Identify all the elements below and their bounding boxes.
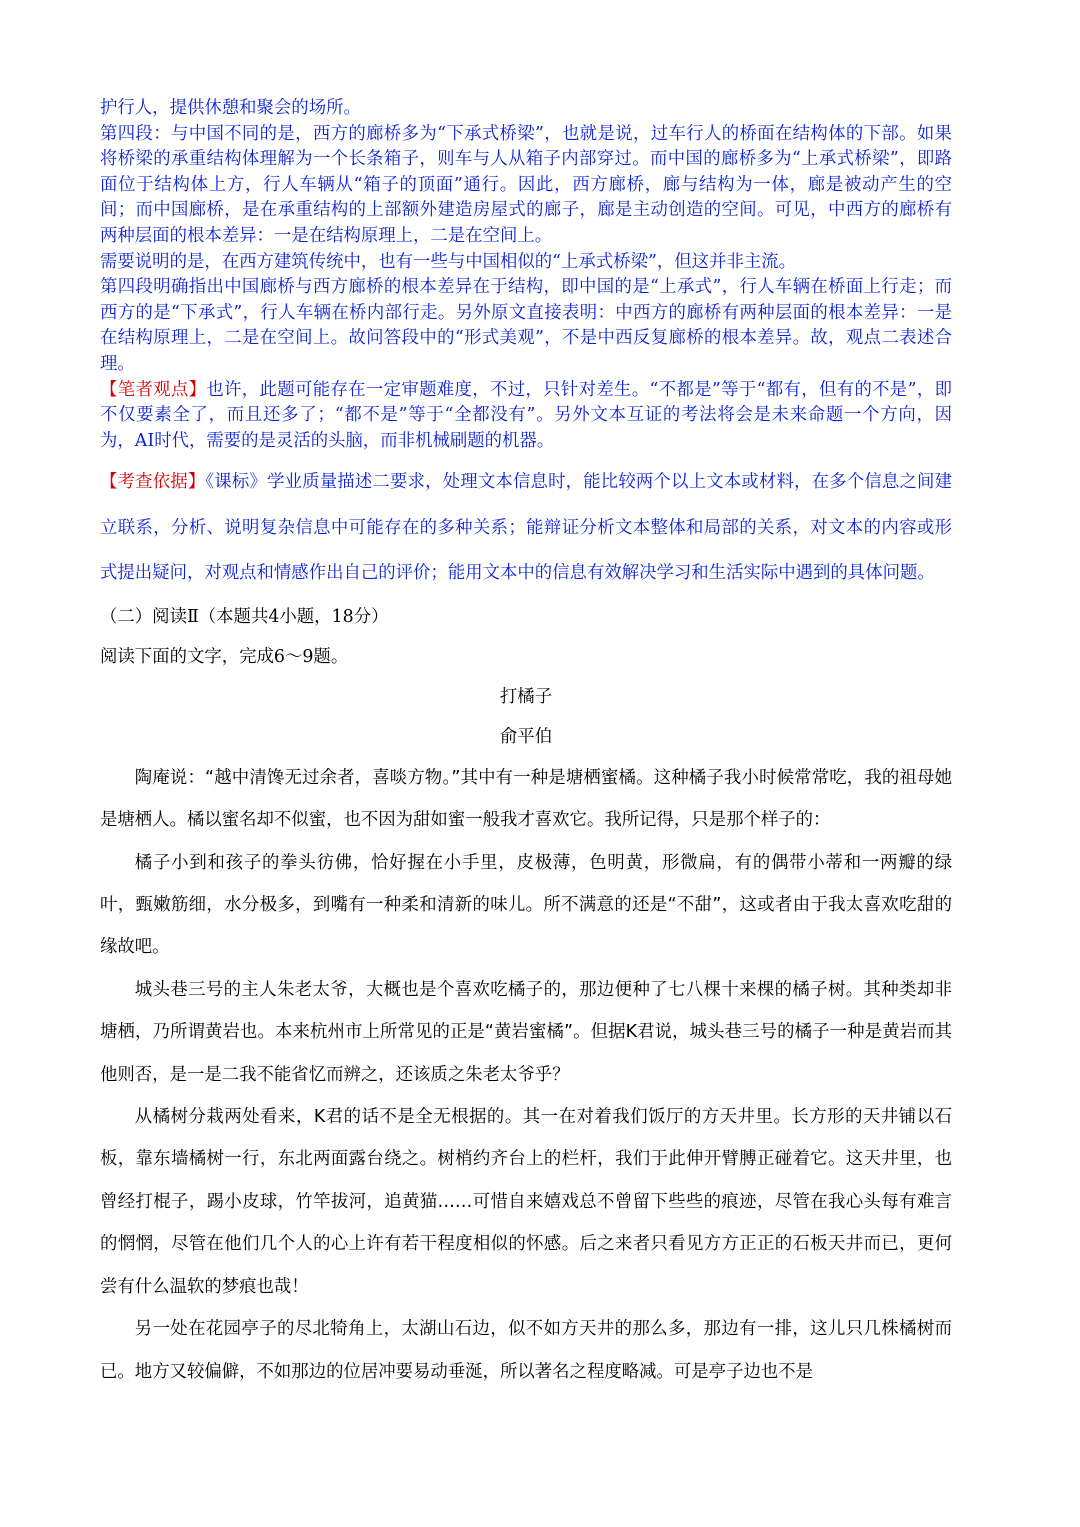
- exam-basis: [100, 460, 952, 597]
- answer-paragraph: 第四段：与中国不同的是，西方的廊桥多为“下承式桥梁”，也就是说，过车行人的桥面在结构体的下部。如果将桥梁的承重结构体理解为一个长条箱子，则车与人从箱子内部穿过。而中国的廊桥多为“上承式桥梁”，即路面位于结构体上方，行人车辆从“箱子的顶面”通行。因此，西方廊桥，廊与结构为一体，廊是被动产生的空间；而中国廊桥，是在承重结构的上部额外建造房屋式的廊子，廊是主动创造的空间。可见，中西方的廊桥有两种层面的根本差异：一是在结构原理上，二是在空间上。: [100, 123, 952, 246]
- article-paragraph: 陶庵说：“越中清馋无过余者，喜啖方物。”其中有一种是塘栖蜜橘。这种橘子我小时候常常吃，我的祖母她是塘栖人。橘以蜜名却不似蜜，也不因为甜如蜜一般我才喜欢它。我所记得，只是那个样子的：: [100, 767, 952, 831]
- author-view: [100, 378, 952, 455]
- article-paragraph: 橘子小到和孩子的拳头彷佛，恰好握在小手里，皮极薄，色明黄，形微扁，有的偶带小蒂和一两瓣的绿叶，甄嫩筋细，水分极多，到嘴有一种柔和清新的味儿。所不满意的还是“不甜”，这或者由于我太喜欢吃甜的缘故吧。: [100, 852, 952, 958]
- answer-paragraph: 第四段明确指出中国廊桥与西方廊桥的根本差异在于结构，即中国的是“上承式”，行人车辆在桥面上行走；而西方的是“下承式”，行人车辆在桥内部行走。另外原文直接表明：中西方的廊桥有两种层面的根本差异：一是在结构原理上，二是在空间上。故问答段中的“形式美观”，不是中西反复廊桥的根本差异。故，观点二表述合理。: [100, 277, 952, 374]
- article-author: 俞平伯: [499, 726, 553, 747]
- answer-note: 需要说明的是，在西方建筑传统中，也有一些与中国相似的“上承式桥梁”，但这并非主流。: [100, 251, 797, 272]
- section-heading: （二）阅读Ⅱ（本题共4小题，18分）: [100, 606, 389, 627]
- article-paragraph: 从橘树分栽两处看来，K君的话不是全无根据的。其一在对着我们饭厅的方天井里。长方形的天井铺以石板，靠东墙橘树一行，东北两面露台绕之。树梢约齐台上的栏杆，我们于此伸开臂膊正碰着它。这天井里，也曾经打棍子，踢小皮球，竹竿拔河，追黄猫……可惜自来嬉戏总不曾留下些些的痕迹，尽管在我心头每有难言的惘惘，尽管在他们几个人的心上许有若干程度相似的怀感。后之来者只看见方方正正的石板天井而已，更何尝有什么温软的梦痕也哉！: [100, 1107, 952, 1297]
- answer-analysis: [100, 96, 952, 454]
- article-paragraph: 城头巷三号的主人朱老太爷，大概也是个喜欢吃橘子的，那边便种了七八棵十来棵的橘子树。其种类却非塘栖，乃所谓黄岩也。本来杭州市上所常见的正是“黄岩蜜橘”。但据K君说，城头巷三号的橘子一种是黄岩而其他则否，是一是二我不能省忆而辨之，还该质之朱老太爷乎？: [100, 979, 952, 1085]
- article-title: 打橘子: [499, 686, 553, 707]
- answer-line: 护行人，提供休憩和聚会的场所。: [100, 98, 361, 118]
- document-page: [100, 96, 952, 1393]
- author-view-text: 也许，此题可能存在一定审题难度，不过，只针对差生。“不都是”等于“都有，但有的不是”，即不仅要素全了，而且还多了；“都不是”等于“全都没有”。另外文本互证的考法将会是未来命题一个方向，因为，AI时代，需要的是灵活的头脑，而非机械刷题的机器。: [100, 379, 952, 451]
- exam-basis-label: 【考查依据】: [100, 472, 206, 493]
- exam-basis-text: 《课标》学业质量描述二要求，处理文本信息时，能比较两个以上文本或材料，在多个信息之间建立联系，分析、说明复杂信息中可能存在的多种关系；能辩证分析文本整体和局部的关系，对文本的内容或形式提出疑问，对观点和情感作出自己的评价；能用文本中的信息有效解决学习和生活实际中遇到的具体问题。: [100, 472, 952, 584]
- instruction-text: 阅读下面的文字，完成6～9题。: [100, 646, 349, 667]
- article-paragraph: 另一处在花园亭子的尽北犄角上，太湖山石边，似不如方天井的那么多，那边有一排，这儿只几株橘树而已。地方又较偏僻，不如那边的位居冲要易动垂涎，所以著名之程度略减。可是亭子边也不是: [100, 1319, 952, 1382]
- article-body: [100, 757, 952, 1393]
- author-view-label: 【笔者观点】: [100, 379, 207, 400]
